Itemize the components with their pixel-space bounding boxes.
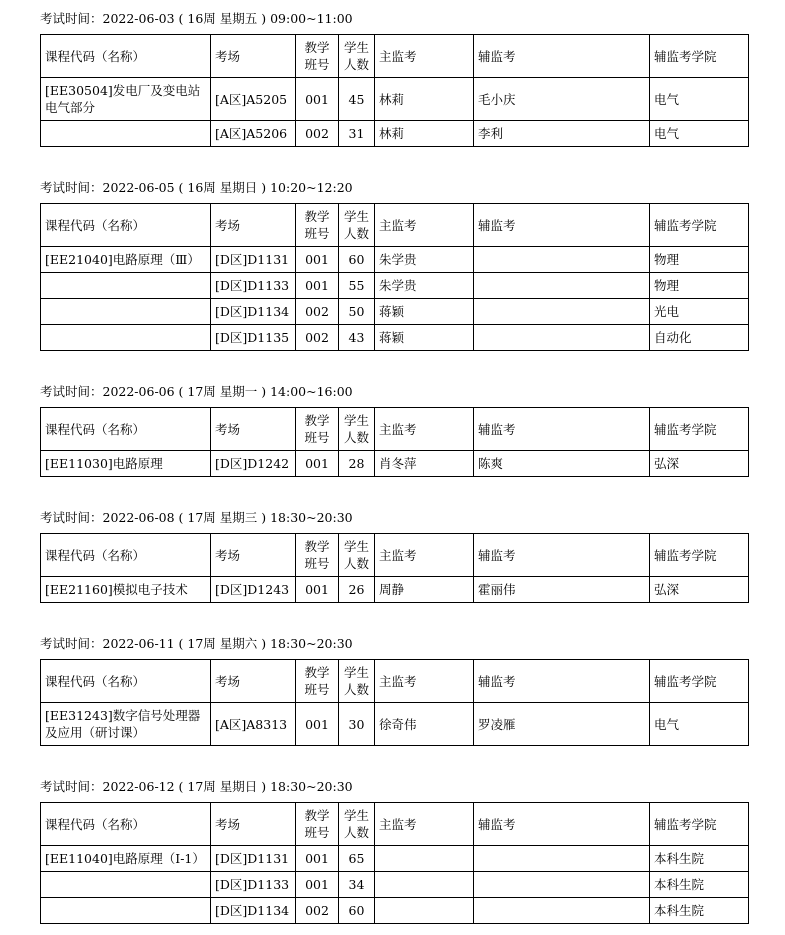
cell-room: [A区]A5206 bbox=[211, 121, 296, 147]
cell-assistant-college: 本科生院 bbox=[650, 898, 749, 924]
header-room: 考场 bbox=[211, 35, 296, 78]
cell-assistant-college: 物理 bbox=[650, 247, 749, 273]
table-header-row bbox=[41, 204, 749, 247]
cell-chief-proctor: 林莉 bbox=[375, 121, 474, 147]
cell-class-no: 002 bbox=[296, 325, 339, 351]
exam-section bbox=[40, 382, 748, 477]
table-row bbox=[41, 121, 749, 147]
cell-assistant-proctor bbox=[474, 273, 650, 299]
cell-chief-proctor: 朱学贵 bbox=[375, 247, 474, 273]
cell-students: 30 bbox=[339, 703, 375, 746]
header-room: 考场 bbox=[211, 660, 296, 703]
cell-course: [EE11030]电路原理 bbox=[41, 451, 211, 477]
header-room: 考场 bbox=[211, 408, 296, 451]
cell-chief-proctor: 林莉 bbox=[375, 78, 474, 121]
header-course: 课程代码（名称） bbox=[41, 660, 211, 703]
header-assistant-college: 辅监考学院 bbox=[650, 803, 749, 846]
cell-room: [A区]A5205 bbox=[211, 78, 296, 121]
cell-class-no: 001 bbox=[296, 872, 339, 898]
cell-students: 50 bbox=[339, 299, 375, 325]
cell-chief-proctor: 蒋颖 bbox=[375, 325, 474, 351]
exam-section bbox=[40, 777, 748, 924]
cell-class-no: 002 bbox=[296, 898, 339, 924]
cell-assistant-college: 电气 bbox=[650, 78, 749, 121]
header-class-no: 教学班号 bbox=[296, 35, 339, 78]
exam-section bbox=[40, 634, 748, 746]
cell-room: [D区]D1133 bbox=[211, 872, 296, 898]
cell-chief-proctor: 蒋颖 bbox=[375, 299, 474, 325]
cell-course bbox=[41, 121, 211, 147]
exam-time-label: 考试时间：2022-06-06 ( 17周 星期一 ) 14:00~16:00 bbox=[40, 384, 353, 399]
cell-chief-proctor bbox=[375, 898, 474, 924]
table-row bbox=[41, 846, 749, 872]
cell-chief-proctor: 朱学贵 bbox=[375, 273, 474, 299]
header-assistant-college: 辅监考学院 bbox=[650, 534, 749, 577]
cell-room: [A区]A8313 bbox=[211, 703, 296, 746]
header-room: 考场 bbox=[211, 803, 296, 846]
cell-chief-proctor: 肖冬萍 bbox=[375, 451, 474, 477]
cell-assistant-college: 光电 bbox=[650, 299, 749, 325]
cell-students: 43 bbox=[339, 325, 375, 351]
cell-students: 28 bbox=[339, 451, 375, 477]
header-students: 学生人数 bbox=[339, 408, 375, 451]
header-chief-proctor: 主监考 bbox=[375, 534, 474, 577]
cell-students: 60 bbox=[339, 247, 375, 273]
header-students: 学生人数 bbox=[339, 204, 375, 247]
header-assistant-proctor: 辅监考 bbox=[474, 204, 650, 247]
header-students: 学生人数 bbox=[339, 803, 375, 846]
table-row bbox=[41, 325, 749, 351]
cell-assistant-proctor bbox=[474, 247, 650, 273]
exam-section bbox=[40, 178, 748, 351]
table-header-row bbox=[41, 534, 749, 577]
cell-room: [D区]D1242 bbox=[211, 451, 296, 477]
header-chief-proctor: 主监考 bbox=[375, 204, 474, 247]
cell-course: [EE30504]发电厂及变电站电气部分 bbox=[41, 78, 211, 121]
header-class-no: 教学班号 bbox=[296, 204, 339, 247]
header-class-no: 教学班号 bbox=[296, 408, 339, 451]
header-course: 课程代码（名称） bbox=[41, 803, 211, 846]
table-header-row bbox=[41, 660, 749, 703]
cell-assistant-proctor: 毛小庆 bbox=[474, 78, 650, 121]
cell-class-no: 002 bbox=[296, 299, 339, 325]
header-class-no: 教学班号 bbox=[296, 803, 339, 846]
cell-students: 60 bbox=[339, 898, 375, 924]
table-header-row bbox=[41, 35, 749, 78]
exam-time-label: 考试时间：2022-06-11 ( 17周 星期六 ) 18:30~20:30 bbox=[40, 636, 353, 651]
cell-room: [D区]D1133 bbox=[211, 273, 296, 299]
header-course: 课程代码（名称） bbox=[41, 35, 211, 78]
exam-time-label: 考试时间：2022-06-12 ( 17周 星期日 ) 18:30~20:30 bbox=[40, 779, 353, 794]
cell-room: [D区]D1134 bbox=[211, 299, 296, 325]
exam-table bbox=[40, 659, 749, 746]
header-room: 考场 bbox=[211, 534, 296, 577]
cell-students: 26 bbox=[339, 577, 375, 603]
header-course: 课程代码（名称） bbox=[41, 534, 211, 577]
cell-class-no: 001 bbox=[296, 577, 339, 603]
header-chief-proctor: 主监考 bbox=[375, 408, 474, 451]
cell-room: [D区]D1131 bbox=[211, 247, 296, 273]
cell-assistant-proctor: 霍丽伟 bbox=[474, 577, 650, 603]
header-chief-proctor: 主监考 bbox=[375, 660, 474, 703]
header-students: 学生人数 bbox=[339, 35, 375, 78]
cell-assistant-college: 电气 bbox=[650, 121, 749, 147]
header-class-no: 教学班号 bbox=[296, 534, 339, 577]
cell-class-no: 001 bbox=[296, 451, 339, 477]
cell-chief-proctor bbox=[375, 846, 474, 872]
table-row bbox=[41, 273, 749, 299]
header-assistant-college: 辅监考学院 bbox=[650, 660, 749, 703]
cell-assistant-college: 自动化 bbox=[650, 325, 749, 351]
exam-table bbox=[40, 407, 749, 477]
cell-assistant-proctor: 陈爽 bbox=[474, 451, 650, 477]
cell-assistant-proctor bbox=[474, 898, 650, 924]
header-assistant-proctor: 辅监考 bbox=[474, 660, 650, 703]
exam-table bbox=[40, 203, 749, 351]
cell-course: [EE31243]数字信号处理器及应用（研讨课） bbox=[41, 703, 211, 746]
cell-students: 45 bbox=[339, 78, 375, 121]
cell-assistant-college: 本科生院 bbox=[650, 846, 749, 872]
cell-assistant-proctor bbox=[474, 299, 650, 325]
cell-assistant-proctor bbox=[474, 846, 650, 872]
header-assistant-proctor: 辅监考 bbox=[474, 35, 650, 78]
cell-class-no: 002 bbox=[296, 121, 339, 147]
table-row bbox=[41, 872, 749, 898]
cell-assistant-college: 本科生院 bbox=[650, 872, 749, 898]
cell-assistant-proctor bbox=[474, 325, 650, 351]
cell-course: [EE21160]模拟电子技术 bbox=[41, 577, 211, 603]
header-assistant-proctor: 辅监考 bbox=[474, 803, 650, 846]
table-row bbox=[41, 78, 749, 121]
cell-course bbox=[41, 872, 211, 898]
cell-course bbox=[41, 898, 211, 924]
header-assistant-college: 辅监考学院 bbox=[650, 35, 749, 78]
header-class-no: 教学班号 bbox=[296, 660, 339, 703]
cell-course: [EE11040]电路原理（I-1） bbox=[41, 846, 211, 872]
cell-assistant-college: 物理 bbox=[650, 273, 749, 299]
exam-time-label: 考试时间：2022-06-08 ( 17周 星期三 ) 18:30~20:30 bbox=[40, 510, 353, 525]
header-assistant-proctor: 辅监考 bbox=[474, 534, 650, 577]
table-row bbox=[41, 247, 749, 273]
exam-section bbox=[40, 508, 748, 603]
cell-room: [D区]D1135 bbox=[211, 325, 296, 351]
header-chief-proctor: 主监考 bbox=[375, 35, 474, 78]
cell-students: 65 bbox=[339, 846, 375, 872]
cell-class-no: 001 bbox=[296, 273, 339, 299]
cell-class-no: 001 bbox=[296, 78, 339, 121]
table-row bbox=[41, 451, 749, 477]
header-room: 考场 bbox=[211, 204, 296, 247]
cell-students: 55 bbox=[339, 273, 375, 299]
cell-course bbox=[41, 325, 211, 351]
cell-room: [D区]D1131 bbox=[211, 846, 296, 872]
cell-assistant-college: 弘深 bbox=[650, 577, 749, 603]
table-header-row bbox=[41, 803, 749, 846]
cell-students: 34 bbox=[339, 872, 375, 898]
header-students: 学生人数 bbox=[339, 660, 375, 703]
table-row bbox=[41, 577, 749, 603]
header-assistant-college: 辅监考学院 bbox=[650, 204, 749, 247]
exam-section bbox=[40, 9, 748, 147]
cell-assistant-proctor bbox=[474, 872, 650, 898]
cell-course bbox=[41, 299, 211, 325]
table-row bbox=[41, 299, 749, 325]
header-course: 课程代码（名称） bbox=[41, 204, 211, 247]
cell-chief-proctor: 周静 bbox=[375, 577, 474, 603]
header-assistant-proctor: 辅监考 bbox=[474, 408, 650, 451]
cell-assistant-college: 电气 bbox=[650, 703, 749, 746]
cell-room: [D区]D1134 bbox=[211, 898, 296, 924]
cell-class-no: 001 bbox=[296, 247, 339, 273]
cell-class-no: 001 bbox=[296, 846, 339, 872]
cell-course bbox=[41, 273, 211, 299]
header-chief-proctor: 主监考 bbox=[375, 803, 474, 846]
cell-course: [EE21040]电路原理（Ⅲ） bbox=[41, 247, 211, 273]
table-row bbox=[41, 898, 749, 924]
header-assistant-college: 辅监考学院 bbox=[650, 408, 749, 451]
table-header-row bbox=[41, 408, 749, 451]
cell-chief-proctor: 徐奇伟 bbox=[375, 703, 474, 746]
cell-assistant-proctor: 罗凌雁 bbox=[474, 703, 650, 746]
exam-time-label: 考试时间：2022-06-03 ( 16周 星期五 ) 09:00~11:00 bbox=[40, 11, 353, 26]
cell-class-no: 001 bbox=[296, 703, 339, 746]
exam-time-label: 考试时间：2022-06-05 ( 16周 星期日 ) 10:20~12:20 bbox=[40, 180, 353, 195]
cell-assistant-college: 弘深 bbox=[650, 451, 749, 477]
exam-table bbox=[40, 802, 749, 924]
exam-table bbox=[40, 533, 749, 603]
cell-students: 31 bbox=[339, 121, 375, 147]
header-course: 课程代码（名称） bbox=[41, 408, 211, 451]
cell-room: [D区]D1243 bbox=[211, 577, 296, 603]
cell-assistant-proctor: 李利 bbox=[474, 121, 650, 147]
cell-chief-proctor bbox=[375, 872, 474, 898]
header-students: 学生人数 bbox=[339, 534, 375, 577]
table-row bbox=[41, 703, 749, 746]
exam-table bbox=[40, 34, 749, 147]
